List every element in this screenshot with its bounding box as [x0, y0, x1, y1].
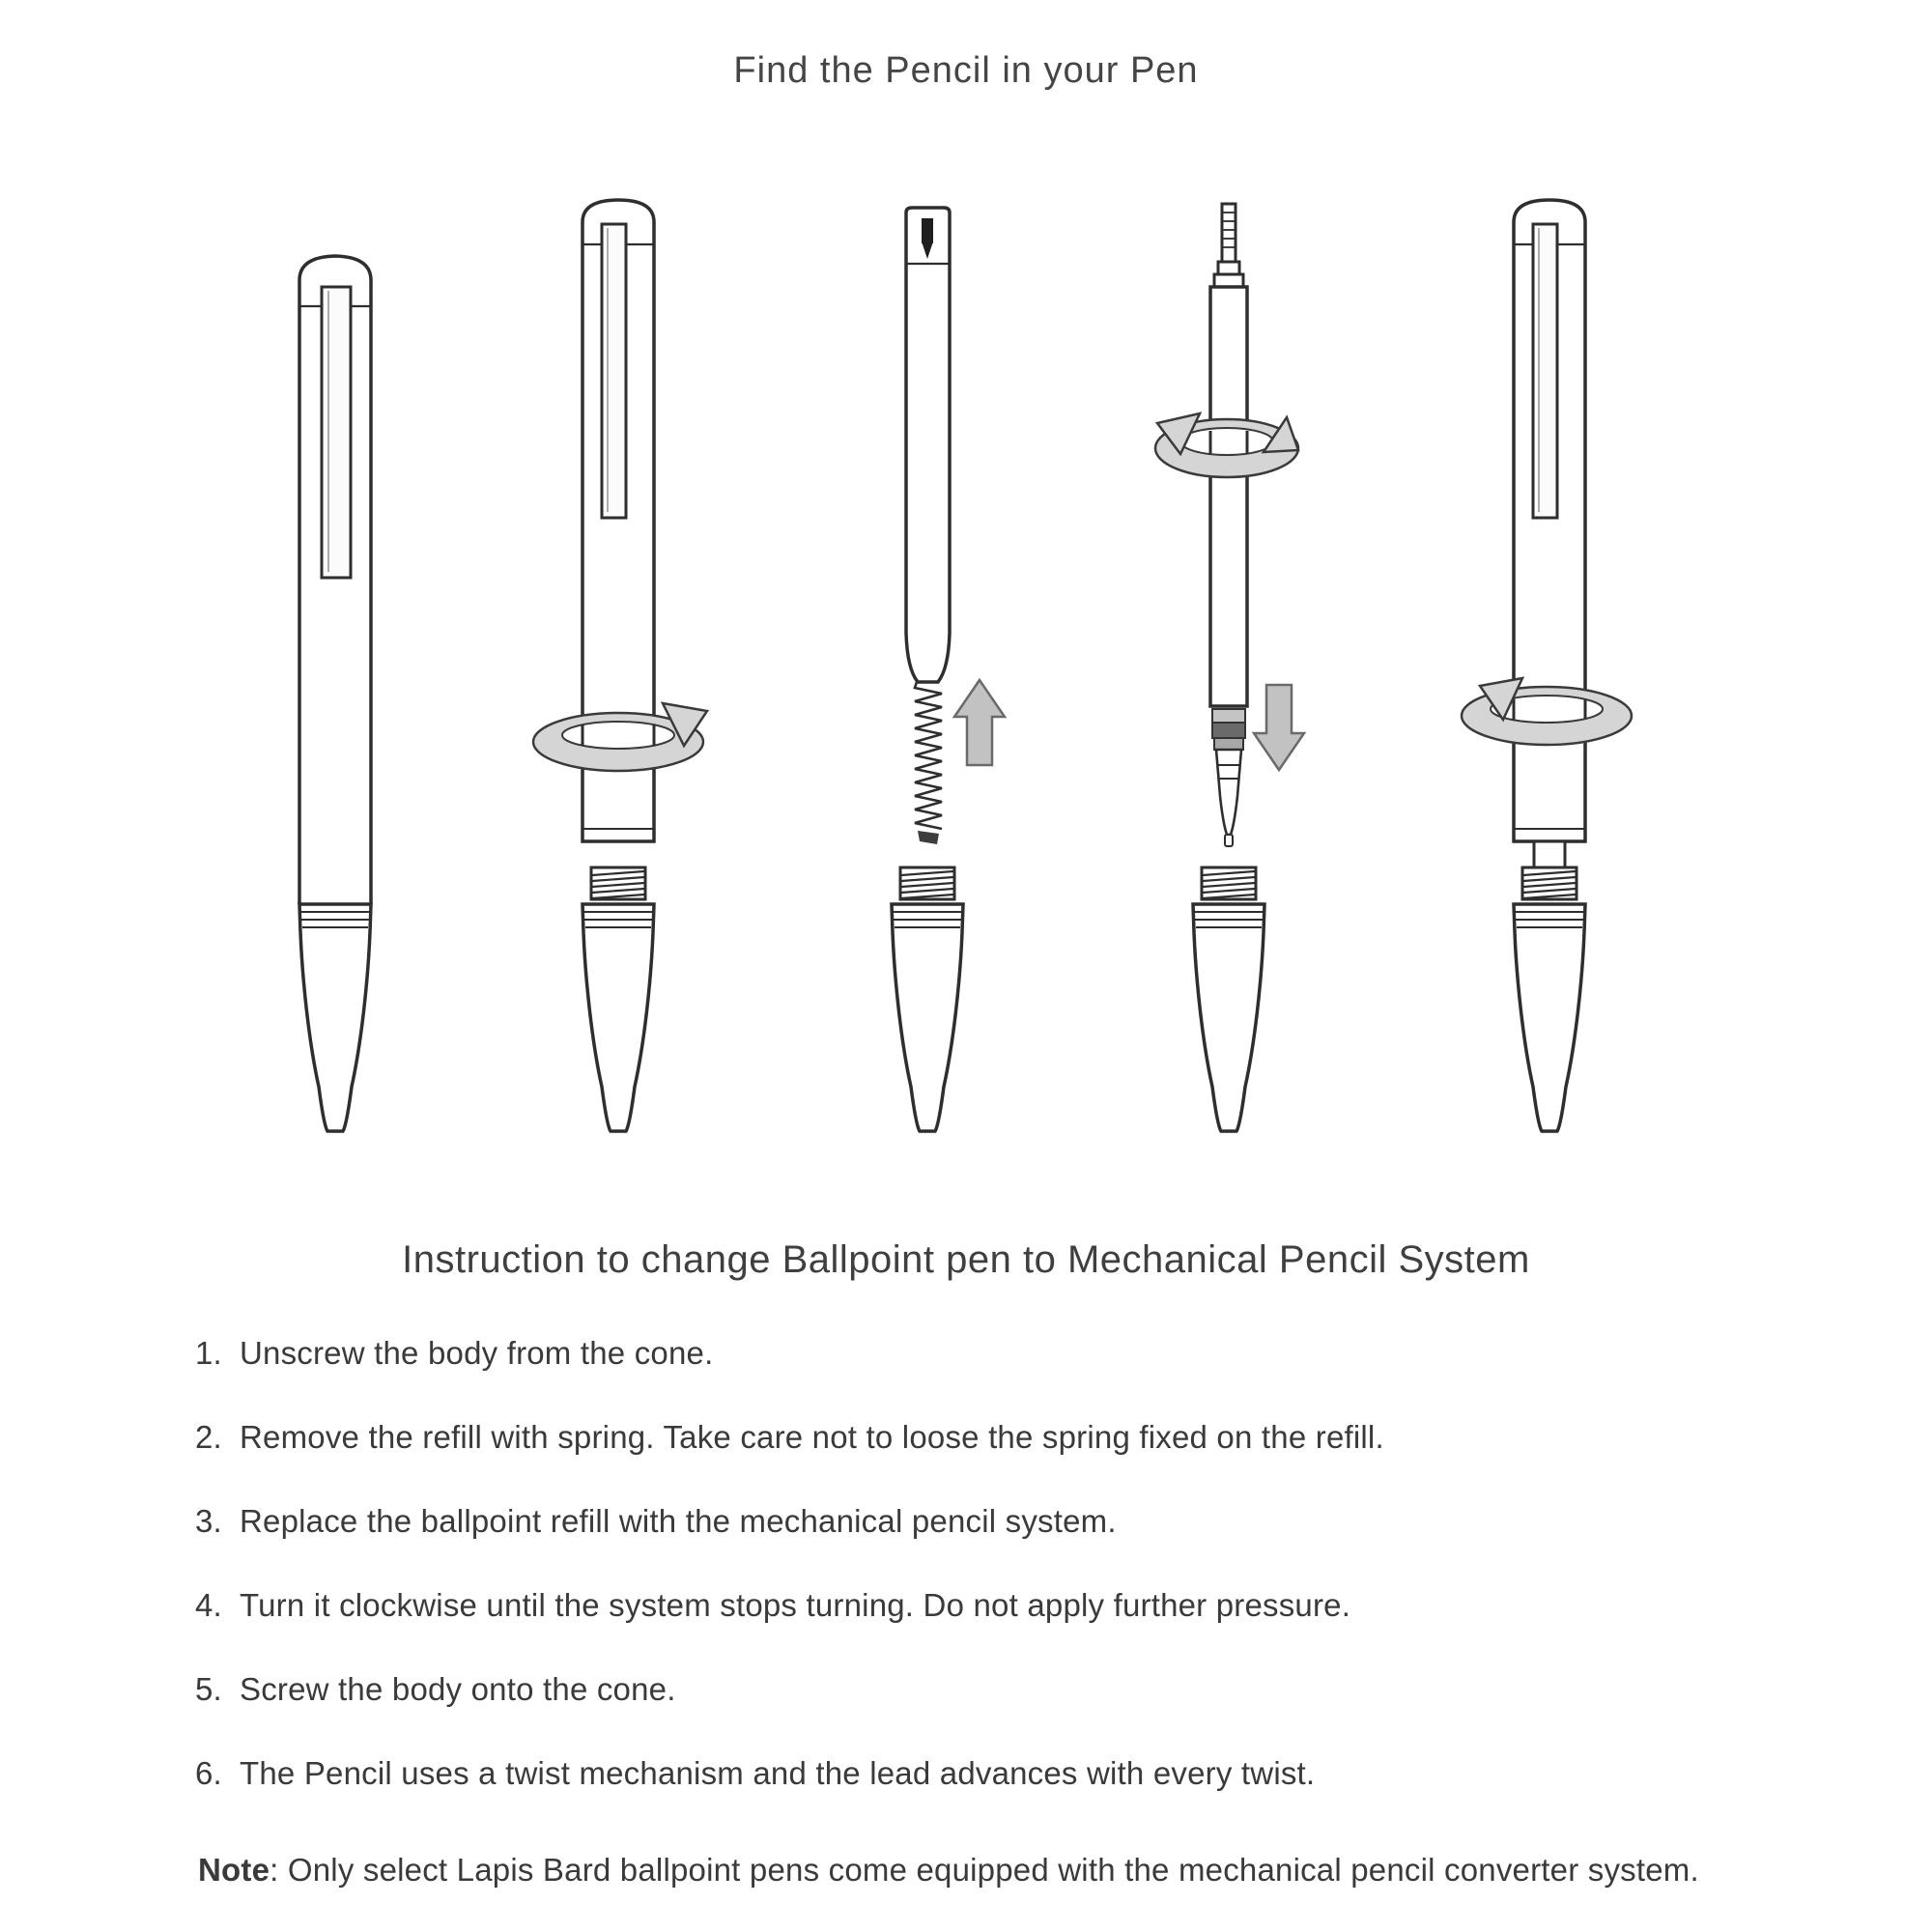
step-number: 6.	[195, 1755, 222, 1791]
step-text: The Pencil uses a twist mechanism and the lead advances with every twist.	[240, 1755, 1316, 1791]
rotation-arrow-icon	[533, 703, 707, 771]
note	[198, 1851, 1860, 1889]
instruction-step-6	[195, 1754, 1818, 1793]
rotation-arrow-icon	[1155, 413, 1298, 477]
figure-insert-pencil-system	[1055, 145, 1403, 1169]
note-text: : Only select Lapis Bard ballpoint pens come equipped with the mechanical pencil converter system.	[270, 1852, 1699, 1888]
figure-screw-body-onto-cone	[1376, 145, 1723, 1169]
instruction-list	[195, 1334, 1818, 1838]
step-number: 3.	[195, 1503, 222, 1539]
up-arrow-icon	[954, 680, 1005, 765]
pen-assembled-icon	[299, 256, 371, 1131]
down-arrow-icon	[1254, 685, 1304, 770]
figure-remove-refill	[753, 145, 1101, 1169]
step-number: 2.	[195, 1419, 222, 1455]
instruction-step-2	[195, 1418, 1818, 1457]
instructions-heading: Instruction to change Ballpoint pen to Mechanical Pencil System	[402, 1238, 1530, 1281]
step-number: 5.	[195, 1671, 222, 1707]
step-number: 1.	[195, 1335, 222, 1371]
page-title: Find the Pencil in your Pen	[733, 50, 1199, 91]
spring-icon	[915, 682, 942, 829]
step-text: Screw the body onto the cone.	[240, 1671, 676, 1707]
pencil-tip-icon	[1212, 709, 1245, 846]
rotation-arrow-icon	[1462, 678, 1632, 745]
instruction-step-1	[195, 1334, 1818, 1373]
figure-unscrew-body	[444, 145, 792, 1169]
note-label: Note	[198, 1852, 270, 1888]
instruction-step-4	[195, 1586, 1818, 1625]
step-text: Replace the ballpoint refill with the mechanical pencil system.	[240, 1503, 1117, 1539]
step-text: Unscrew the body from the cone.	[240, 1335, 714, 1371]
step-text: Turn it clockwise until the system stops turning. Do not apply further pressure.	[240, 1587, 1351, 1623]
instruction-step-5	[195, 1670, 1818, 1709]
connector	[1534, 841, 1565, 867]
ballpoint-refill-icon	[906, 208, 950, 844]
step-number: 4.	[195, 1587, 222, 1623]
instruction-step-3	[195, 1502, 1818, 1541]
step-text: Remove the refill with spring. Take care not to loose the spring fixed on the refill.	[240, 1419, 1384, 1455]
